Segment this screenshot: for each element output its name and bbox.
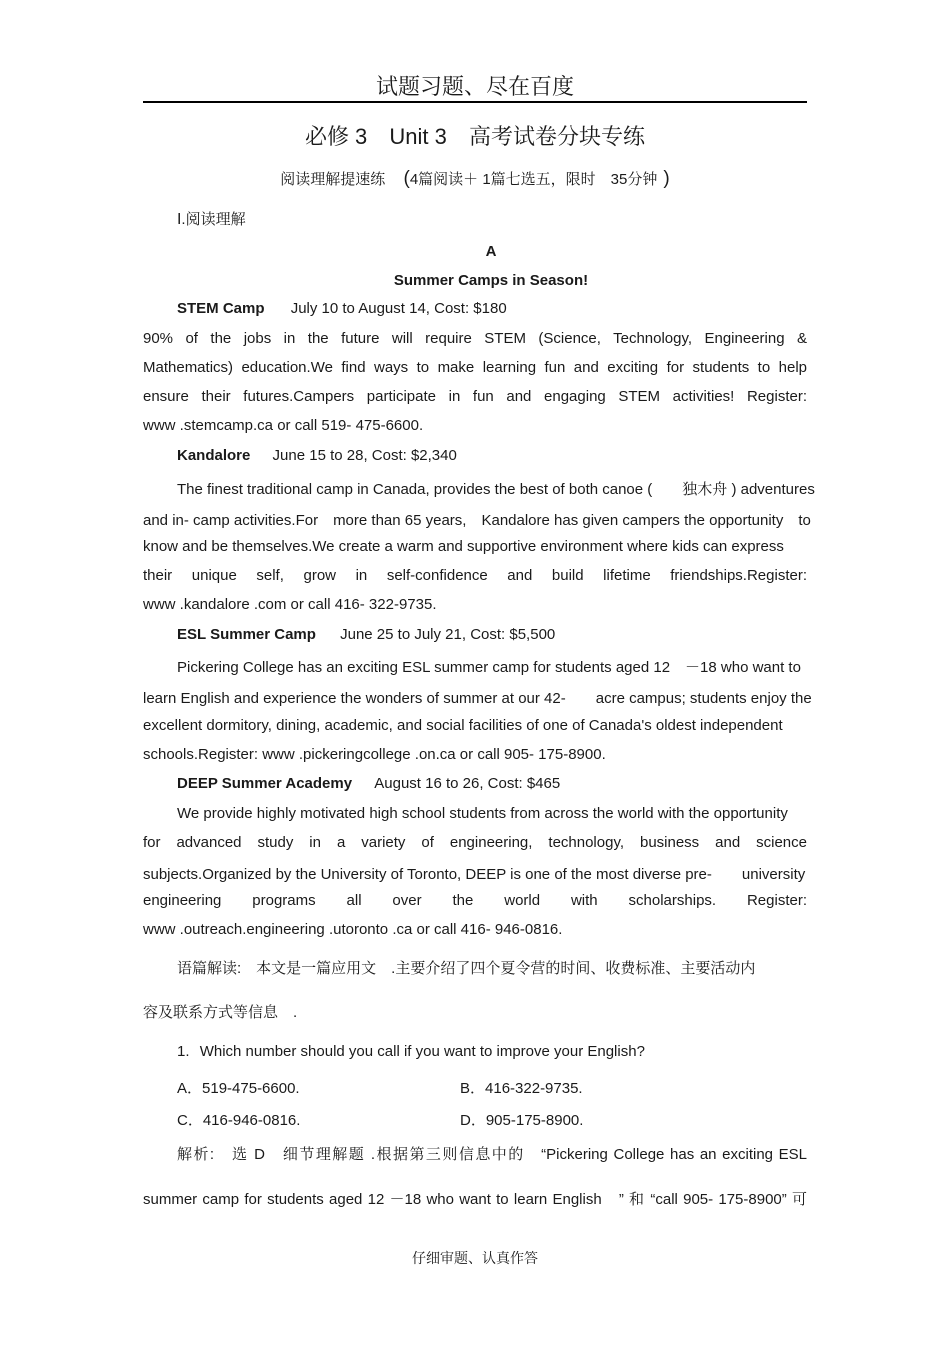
passage-letter: A: [485, 243, 497, 260]
footer-text: 仔细审题、认真作答: [412, 1250, 538, 1266]
paragraph-line: schools.Register: www .pickeringcollege .on.ca or call 905- 175-8900.: [143, 746, 606, 763]
camp-info: June 25 to July 21, Cost: $5,500: [340, 626, 556, 643]
camp-name: DEEP Summer Academy: [177, 775, 353, 792]
option-a[interactable]: A．519-475-6600.: [177, 1080, 300, 1097]
title-part-topic: 高考试卷分块专练: [469, 124, 646, 149]
question-text: Which number should you call if you want to improve your English?: [199, 1043, 645, 1060]
camp-info: August 16 to 26, Cost: $465: [374, 775, 561, 792]
subtitle-paren-text: 4篇阅读＋ 1篇七选五，限时 35分钟: [409, 171, 658, 188]
option-c[interactable]: C．416-946-0816.: [177, 1112, 301, 1129]
paragraph-line: Mathematics) education.We find ways to make learning fun and exciting for students to help: [143, 359, 807, 376]
paragraph-line: and in- camp activities.For more than 65 years, Kandalore has given campers the opportunity to: [143, 512, 811, 529]
passage-title: Summer Camps in Season!: [393, 272, 589, 289]
camp-name: ESL Summer Camp: [177, 626, 316, 643]
paragraph-line: The finest traditional camp in Canada, provides the best of both canoe ( 独木舟 ) adventures: [177, 481, 815, 498]
camp-heading-kandalore: [177, 447, 457, 464]
paragraph-line: Pickering College has an exciting ESL summer camp for students aged 12 －18 who want to: [177, 659, 801, 676]
paragraph-line: know and be themselves.We create a warm and supportive environment where kids can express: [143, 538, 784, 555]
paragraph-line: 90% of the jobs in the future will require STEM (Science, Technology, Engineering &: [143, 330, 807, 347]
paragraph-line: engineering programs all over the world with scholarships. Register:: [143, 892, 807, 909]
title-part-unit: Unit 3: [389, 124, 447, 149]
header-title: 试题习题、尽在百度: [375, 75, 574, 100]
analysis-line: 容及联系方式等信息 .: [143, 1004, 298, 1021]
paragraph-line: ensure their futures.Campers participate in fun and engaging STEM activities! Register:: [143, 388, 807, 405]
camp-info: June 15 to 28, Cost: $2,340: [272, 447, 457, 464]
paragraph-line: www .kandalore .com or call 416- 322-9735.: [143, 596, 437, 613]
camp-name: STEM Camp: [177, 300, 265, 317]
question-stem: [177, 1043, 645, 1060]
paragraph-line: learn English and experience the wonders of summer at our 42- acre campus; students enjoy the: [143, 690, 812, 707]
camp-heading-stem: [177, 300, 507, 317]
camp-heading-esl: [177, 626, 555, 643]
paragraph-line: for advanced study in a variety of engineering, technology, business and science: [143, 834, 807, 851]
subtitle-main: 阅读理解提速练: [280, 171, 386, 188]
option-b[interactable]: B．416-322-9735.: [460, 1080, 583, 1097]
header-divider: [143, 101, 807, 103]
camp-info: July 10 to August 14, Cost: $180: [290, 300, 507, 317]
paragraph-line: We provide highly motivated high school students from across the world with the opportunity: [177, 805, 788, 822]
document-subtitle: 阅读理解提速练 (4篇阅读＋ 1篇七选五，限时 35分钟 ): [280, 168, 670, 189]
camp-heading-deep: [177, 775, 560, 792]
paragraph-line: www .outreach.engineering .utoronto .ca or call 416- 946-0816.: [143, 921, 563, 938]
title-part-book: 必修 3: [304, 124, 368, 149]
paragraph-line: subjects.Organized by the University of Toronto, DEEP is one of the most diverse pre- university: [143, 866, 806, 883]
camp-name: Kandalore: [177, 447, 251, 464]
option-d[interactable]: D．905-175-8900.: [460, 1112, 584, 1129]
paragraph-line: www .stemcamp.ca or call 519- 475-6600.: [143, 417, 424, 434]
question-number: 1.: [177, 1043, 190, 1060]
analysis-line: 语篇解读: 本文是一篇应用文 .主要介绍了四个夏令营的时间、收费标准、主要活动内: [177, 960, 756, 977]
section-label: Ⅰ.阅读理解: [177, 211, 246, 228]
document-title: [0, 120, 950, 151]
paragraph-line: their unique self, grow in self-confidence and build lifetime friendships.Register:: [143, 567, 807, 584]
explanation-line: 解析: 选 D 细节理解题 .根据第三则信息中的 “Pickering College has an exciting ESL: [177, 1146, 807, 1163]
explanation-line: summer camp for students aged 12 －18 who want to learn English ” 和 “call 905- 175-8900” 可: [143, 1191, 807, 1208]
paragraph-line: excellent dormitory, dining, academic, and social facilities of one of Canada's oldest independent: [143, 717, 783, 734]
